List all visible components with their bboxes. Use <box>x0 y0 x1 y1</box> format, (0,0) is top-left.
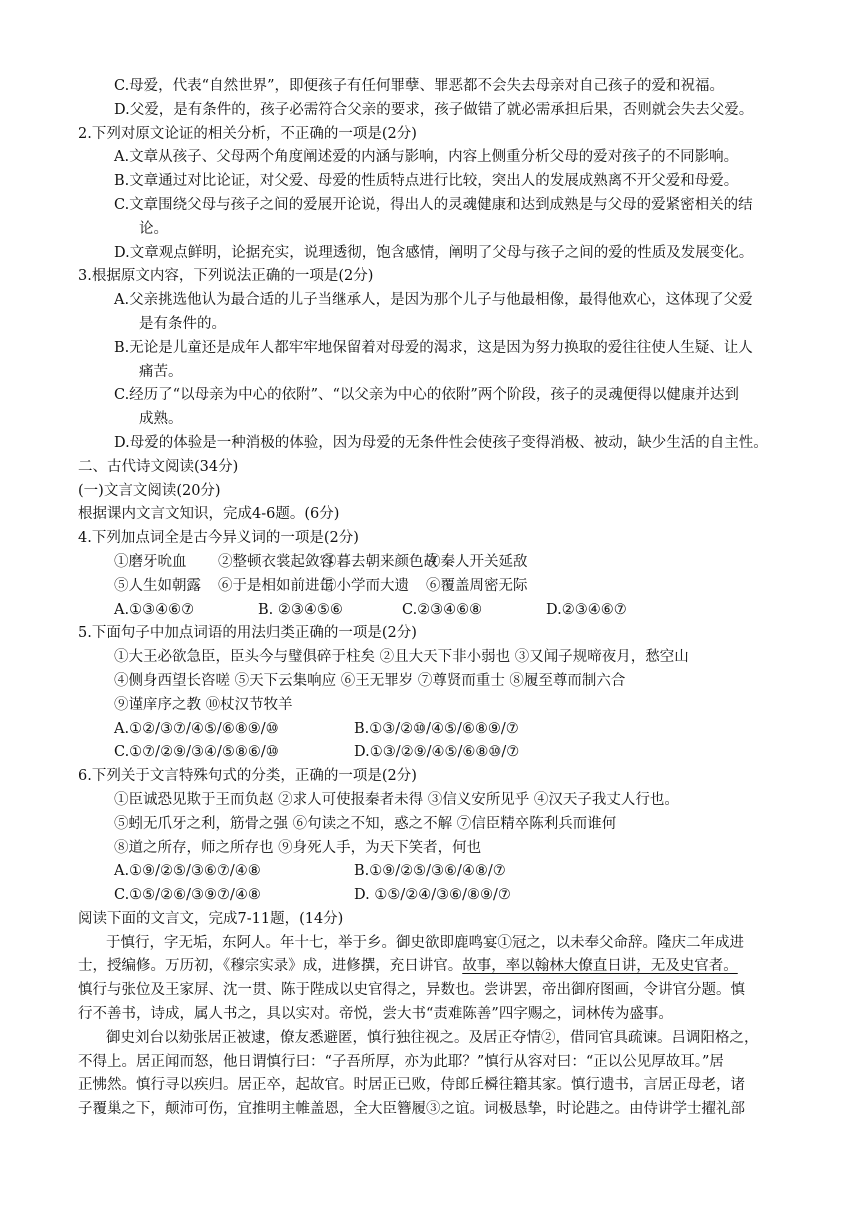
item-row <box>78 575 820 599</box>
item: ⑥于是相如前进缶 <box>218 577 334 594</box>
item-row: ⑤蚓无爪牙之利，筋骨之强 ⑥句读之不知，惑之不解 ⑦信臣精卒陈利兵而谁何 <box>114 815 617 832</box>
question-stem: 4.下列加点词全是古今异义词的一项是(2分) <box>78 530 359 547</box>
choice: A.①②/③⑦/④⑤/⑥⑧⑨/⑩ <box>114 720 279 737</box>
option-text: A.文章从孩子、父母两个角度阐述爱的内涵与影响，内容上侧重分析父母的爱对孩子的不同影响。 <box>114 149 739 166</box>
item: ①磨牙吮血 <box>114 553 187 570</box>
item-row: ①大王必欲急臣，臣头今与璧俱碎于柱矣 ②且大天下非小弱也 ③又闻子规啼夜月，愁空山 <box>114 649 689 666</box>
passage-line <box>78 955 820 979</box>
section-heading: 二、古代诗文阅读(34分) <box>78 458 239 475</box>
choice: A.①③④⑥⑦ <box>114 601 195 618</box>
instruction: 阅读下面的文言文，完成7-11题，(14分) <box>78 910 344 927</box>
instruction: 根据课内文言文知识，完成4-6题。(6分) <box>78 506 340 523</box>
choice: B. ②③④⑤⑥ <box>258 601 343 618</box>
item-row <box>78 551 820 575</box>
answer-choices <box>78 860 820 884</box>
choice: C.①⑤/②⑥/③⑨⑦/④⑧ <box>114 887 261 904</box>
choice: A.①⑨/②⑤/③⑥⑦/④⑧ <box>114 863 261 880</box>
answer-choices <box>78 599 820 623</box>
answer-choices <box>78 718 820 742</box>
item-row: ⑨谨庠序之教 ⑩杖汉节牧羊 <box>114 696 293 713</box>
passage-line: 慎行与张位及王家屏、沈一贯、陈于陛成以史官得之，异数也。尝讲罢，帝出御府图画，令讲官分题。慎 <box>78 982 745 999</box>
option-text-continued: 论。 <box>139 220 168 237</box>
option-text-continued: 成熟。 <box>139 411 183 428</box>
item: ⑦小学而大遗 <box>322 577 409 594</box>
option-text: B.无论是儿童还是成年人都牢牢地保留着对母爱的渴求，这是因为努力换取的爱往往使人生疑、让人 <box>114 339 753 356</box>
choice: D. ①⑤/②④/③⑥/⑧⑨/⑦ <box>354 887 511 904</box>
option-text-continued: 痛苦。 <box>139 363 183 380</box>
item: ⑥覆盖周密无际 <box>426 577 528 594</box>
choice: C.②③④⑥⑧ <box>402 601 483 618</box>
item: ②整顿衣裳起敛容 <box>218 553 334 570</box>
option-text: B.文章通过对比论证，对父爱、母爱的性质特点进行比较，突出人的发展成熟离不开父爱和母爱。 <box>114 173 739 190</box>
item-row: ⑧道之所存，师之所存也 ⑨身死人手，为天下笑者，何也 <box>114 839 482 856</box>
item: ⑤人生如朝露 <box>114 577 201 594</box>
item: ③暮去朝来颜色故 <box>322 553 438 570</box>
subsection-heading: (一)文言文阅读(20分) <box>78 482 221 499</box>
question-stem: 2.下列对原文论证的相关分析，不正确的一项是(2分) <box>78 125 417 142</box>
item: ④秦人开关延敌 <box>426 553 528 570</box>
passage-line: 子覆巢之下，颠沛可伤，宜推明主帷盖恩，全大臣簪履③之谊。词极恳挚，时论韪之。由侍讲学士擢礼部 <box>78 1101 745 1118</box>
option-text: C.经历了“以母亲为中心的依附”、“以父亲为中心的依附”两个阶段，孩子的灵魂便得以健康并达到 <box>114 387 739 404</box>
item-row: ①臣诚恐见欺于王而负赵 ②求人可使报秦者未得 ③信义安所见乎 ④汉天子我丈人行也。 <box>114 791 679 808</box>
option-text: D.母爱的体验是一种消极的体验，因为母爱的无条件性会使孩子变得消极、被动，缺少生活的自主性。 <box>114 434 768 451</box>
passage-line: 御史刘台以劾张居正被逮，僚友悉避匿，慎行独往视之。及居正夺情②，借同官具疏谏。吕调阳格之， <box>106 1029 759 1046</box>
option-text-continued: 是有条件的。 <box>139 315 226 332</box>
option-text: D.文章观点鲜明，论据充实，说理透彻，饱含感情，阐明了父母与孩子之间的爱的性质及发展变化。 <box>114 244 754 261</box>
option-text: D.父爱，是有条件的，孩子必需符合父亲的要求，孩子做错了就必需承担后果，否则就会失去父爱。 <box>114 101 754 118</box>
passage-line: 正怫然。慎行寻以疾归。居正卒，起故官。时居正已败，侍郎丘橓往籍其家。慎行遗书，言居正母老，诸 <box>78 1077 745 1094</box>
question-stem: 5.下面句子中加点词语的用法归类正确的一项是(2分) <box>78 625 417 642</box>
passage-line: 行不善书，诗成，属人书之，具以实对。帝悦，尝大书“责难陈善”四字赐之，词林传为盛事。 <box>78 1006 673 1023</box>
option-text: C.文章围绕父母与孩子之间的爱展开论说，得出人的灵魂健康和达到成熟是与父母的爱紧密相关的结 <box>114 196 753 213</box>
question-stem: 3.根据原文内容，下列说法正确的一项是(2分) <box>78 268 374 285</box>
option-text: C.母爱，代表“自然世界”，即便孩子有任何罪孽、罪恶都不会失去母亲对自己孩子的爱和祝福。 <box>114 78 725 94</box>
passage-line: 于慎行，字无垢，东阿人。年十七，举于乡。御史欲即鹿鸣宴①冠之，以未奉父命辞。隆庆二年成进 <box>106 934 744 951</box>
underlined-sentence: 故事，率以翰林大僚直日讲，无及史官者。 <box>462 958 738 975</box>
choice: B.①③/②⑩/④⑤/⑥⑧⑨/⑦ <box>354 720 519 737</box>
choice: D.①③/②⑨/④⑤/⑥⑧⑩/⑦ <box>354 744 520 761</box>
choice: C.①⑦/②⑨/③④/⑤⑧⑥/⑩ <box>114 744 279 761</box>
item-row: ④侧身西望长咨嗟 ⑤天下云集响应 ⑥王无罪岁 ⑦尊贤而重士 ⑧履至尊而制六合 <box>114 672 626 689</box>
choice: D.②③④⑥⑦ <box>546 601 627 618</box>
option-text: A.父亲挑选他认为最合适的儿子当继承人，是因为那个儿子与他最相像，最得他欢心，这体现了父爱 <box>114 292 753 309</box>
passage-text: 士，授编修。万历初，《穆宗实录》成，进修撰，充日讲官。 <box>78 958 463 975</box>
question-stem: 6.下列关于文言特殊句式的分类，正确的一项是(2分) <box>78 768 417 785</box>
passage-line: 不得上。居正闻而怒，他日谓慎行曰：“子吾所厚，亦为此耶？”慎行从容对曰：“正以公见厚故耳。”居 <box>78 1053 724 1070</box>
answer-choices <box>78 741 820 765</box>
answer-choices <box>78 884 820 908</box>
choice: B.①⑨/②⑤/③⑥/④⑧/⑦ <box>354 863 506 880</box>
